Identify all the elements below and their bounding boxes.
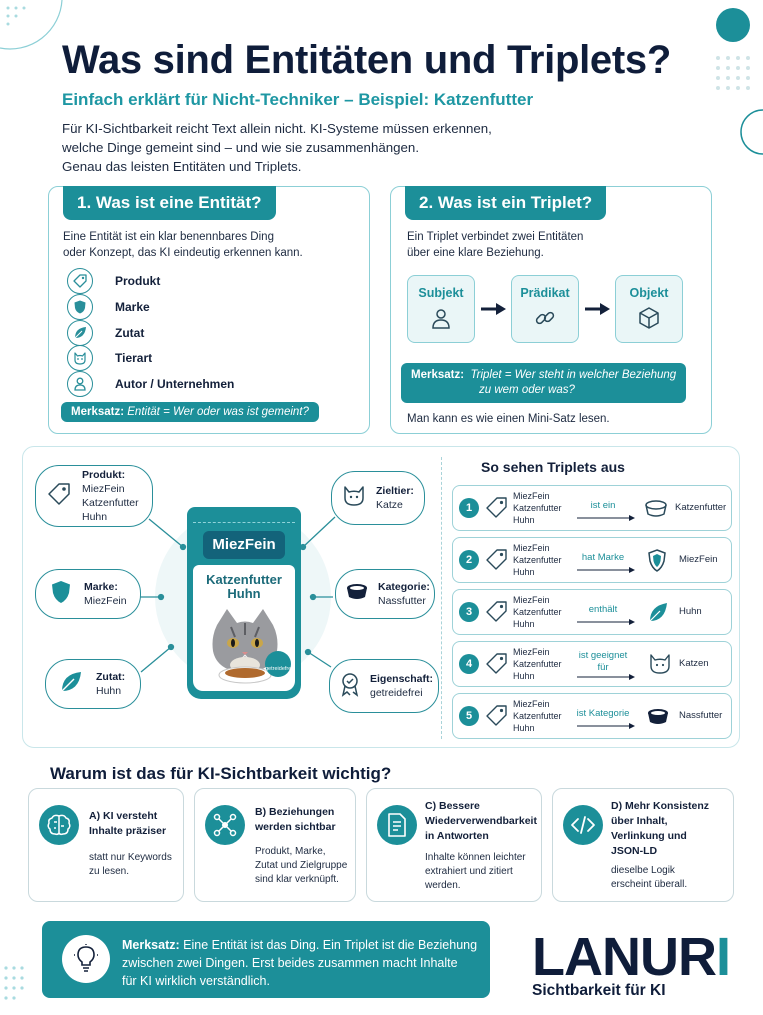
bubble-label: Kategorie:	[378, 581, 430, 593]
why-card-title	[425, 799, 537, 844]
cat-icon	[342, 484, 366, 513]
bowl-icon	[645, 707, 671, 727]
predicate-line: enthält	[588, 604, 618, 615]
tag-icon	[485, 496, 509, 520]
intro-text	[62, 119, 582, 176]
entity-item-label: Tierart	[115, 351, 153, 365]
shield-icon	[67, 294, 93, 320]
tag-icon	[46, 481, 72, 512]
tag-icon	[485, 548, 509, 572]
triplet-object: Katzenfutter	[675, 502, 727, 513]
entity-item-tierart	[67, 346, 152, 370]
predicate-line: hat Marke	[581, 552, 625, 563]
triplet-object: Huhn	[679, 606, 702, 617]
text-line: extrahiert und zitiert	[425, 866, 513, 877]
title-line: D) Mehr Konsistenz	[611, 800, 710, 812]
bottom-line: zwischen zwei Dingen. Erst beides zusammen macht Inhalte	[122, 956, 458, 970]
entity-item-label: Marke	[115, 300, 150, 314]
entity-heading: 1. Was ist eine Entität?	[63, 186, 276, 220]
leaf-icon	[647, 601, 669, 623]
arrow-icon	[577, 566, 637, 574]
logo-word-accent: I	[715, 927, 730, 987]
cat-icon	[67, 345, 93, 371]
bubble-zieltier	[331, 471, 425, 525]
corner-decoration	[0, 0, 70, 60]
arrow-icon	[584, 301, 612, 317]
bubble-label: Eigenschaft:	[370, 673, 434, 685]
title-line: Wiederverwendbarkeit	[425, 815, 537, 827]
title-line: A) KI versteht	[89, 810, 158, 822]
why-card-title	[255, 805, 336, 835]
arrow-icon	[577, 673, 637, 681]
pouch-label	[193, 565, 295, 691]
bubble-label: Marke:	[84, 581, 118, 593]
entity-card	[48, 186, 370, 434]
object-box	[615, 275, 683, 343]
entity-item-produkt	[67, 269, 160, 293]
why-card-text	[611, 864, 687, 892]
arrow-icon	[577, 618, 637, 626]
predicate-label: Prädikat	[520, 286, 570, 300]
why-card-d	[552, 788, 734, 902]
bottom-merksatz	[42, 921, 490, 998]
bubble-text	[376, 484, 414, 512]
bottom-line: für KI wirklich verständlich.	[122, 974, 270, 988]
subject-line: Huhn	[513, 671, 535, 681]
entity-description	[63, 229, 303, 261]
triplet-object: Nassfutter	[679, 710, 723, 721]
entity-merksatz	[61, 402, 319, 422]
subject-line: MiezFein	[513, 543, 550, 553]
merksatz-label: Merksatz:	[71, 406, 125, 418]
triplet-row	[452, 537, 732, 583]
bubble-label: Zieltier:	[376, 485, 414, 497]
triplet-predicate	[573, 650, 633, 674]
triplet-row	[452, 641, 732, 687]
pouch-seal	[193, 513, 295, 523]
merksatz-text: Triplet = Wer steht in welcher Beziehung	[470, 369, 677, 381]
title-line: über Inhalt,	[611, 815, 668, 827]
triplet-object: MiezFein	[679, 554, 718, 565]
subject-line: Huhn	[513, 619, 535, 629]
triplet-row	[452, 693, 732, 739]
brain-icon	[39, 805, 79, 845]
why-card-title	[611, 799, 709, 859]
bubble-eigenschaft	[329, 659, 439, 713]
bowl-icon	[643, 499, 669, 519]
bubble-text	[82, 468, 139, 524]
intro-line: Für KI-Sichtbarkeit reicht Text allein nicht. KI-Systeme müssen erkennen,	[62, 121, 492, 136]
bubble-value: MiezFein	[84, 595, 127, 607]
entity-item-label: Autor / Unternehmen	[115, 377, 235, 391]
entity-item-marke	[67, 295, 150, 319]
text-line: Produkt, Marke,	[255, 846, 326, 857]
title-line: C) Bessere	[425, 800, 480, 812]
title-line: werden sichtbar	[255, 821, 336, 833]
intro-line: welche Dinge gemeint sind – und wie sie zusammenhängen.	[62, 140, 420, 155]
subject-line: Katzenfutter	[513, 503, 562, 513]
text-line: werden.	[425, 880, 461, 891]
subject-line: Katzenfutter	[513, 659, 562, 669]
why-card-b	[194, 788, 356, 902]
title-line: B) Beziehungen	[255, 806, 335, 818]
corner-decoration	[700, 0, 763, 170]
triplet-row	[452, 589, 732, 635]
bubble-label: Zutat:	[96, 671, 126, 683]
entity-item-zutat	[67, 321, 144, 345]
code-icon	[563, 805, 603, 845]
triplets-heading: So sehen Triplets aus	[481, 459, 625, 475]
leaf-icon	[58, 669, 84, 700]
leaf-icon	[67, 320, 93, 346]
logo-wordmark	[532, 927, 732, 987]
subject-box	[407, 275, 475, 343]
why-card-text	[255, 845, 347, 887]
tag-icon	[485, 600, 509, 624]
subject-line: Katzenfutter	[513, 607, 562, 617]
logo-tagline: Sichtbarkeit für KI	[532, 982, 666, 999]
product-name-line: Huhn	[227, 586, 261, 601]
title-line: JSON-LD	[611, 845, 658, 857]
subject-line: MiezFein	[513, 491, 550, 501]
predicate-line: für	[597, 662, 609, 673]
bubble-zutat	[45, 659, 141, 709]
bubble-value: MiezFein	[82, 483, 125, 495]
triplet-predicate	[573, 552, 633, 564]
text-line: sind klar verknüpft.	[255, 874, 339, 885]
triplet-footnote: Man kann es wie einen Mini-Satz lesen.	[407, 413, 610, 425]
subject-line: Katzenfutter	[513, 555, 562, 565]
why-card-text	[425, 851, 526, 893]
product-pouch	[187, 507, 301, 699]
text-line: Inhalte können leichter	[425, 852, 526, 863]
bottom-text	[122, 936, 477, 990]
lightbulb-icon	[62, 935, 110, 983]
why-card-c	[366, 788, 542, 902]
title-line: in Antworten	[425, 830, 489, 842]
subject-line: MiezFein	[513, 699, 550, 709]
cat-icon	[649, 653, 671, 675]
bottom-line: Eine Entität ist das Ding. Ein Triplet ist die Beziehung	[179, 938, 478, 952]
triplet-predicate	[573, 708, 633, 720]
title-line: Inhalte präziser	[89, 825, 167, 837]
triplet-object: Katzen	[679, 658, 709, 669]
bubble-label: Produkt:	[82, 469, 126, 481]
logo-word-main: LANUR	[532, 927, 716, 987]
tag-icon	[485, 652, 509, 676]
cube-icon	[616, 306, 682, 330]
entity-description-line: oder Konzept, das KI eindeutig erkennen kann.	[63, 247, 303, 259]
bubble-text	[378, 580, 430, 608]
predicate-line: ist geeignet	[578, 650, 628, 661]
triplet-subject	[513, 542, 562, 578]
text-line: Zutat und Zielgruppe	[255, 860, 348, 871]
badge-text: getreidefrei	[265, 666, 293, 672]
triplet-subject	[513, 698, 562, 734]
bubble-value: Huhn	[96, 685, 122, 697]
predicate-line: ist ein	[590, 500, 616, 511]
product-name-line: Katzenfutter	[206, 572, 282, 587]
text-line: zu lesen.	[89, 866, 130, 877]
title-line: Verlinkung und	[611, 830, 687, 842]
bubble-kategorie	[335, 569, 435, 619]
tag-icon	[485, 704, 509, 728]
bubble-produkt	[35, 465, 153, 527]
product-name	[193, 573, 295, 601]
subject-line: Huhn	[513, 723, 535, 733]
entity-item-autor	[67, 372, 234, 396]
why-card-a	[28, 788, 184, 902]
link-icon	[512, 306, 578, 330]
triplet-description-line: Ein Triplet verbindet zwei Entitäten	[407, 231, 584, 243]
arrow-icon	[577, 514, 637, 522]
person-icon	[408, 306, 474, 330]
bubble-value: getreidefrei	[370, 687, 423, 699]
bubble-text	[84, 580, 127, 608]
triplet-description	[407, 229, 583, 261]
entity-item-label: Zutat	[115, 326, 145, 340]
document-icon	[377, 805, 417, 845]
subject-label: Subjekt	[418, 286, 464, 300]
page-title: Was sind Entitäten und Triplets?	[62, 38, 671, 82]
shield-icon	[48, 579, 74, 610]
bubble-value: Huhn	[82, 511, 108, 523]
arrow-icon	[480, 301, 508, 317]
bowl-icon	[344, 582, 370, 607]
entity-item-label: Produkt	[115, 274, 161, 288]
bubble-value: Katzenfutter	[82, 497, 139, 509]
tag-icon	[67, 268, 93, 294]
triplet-card	[390, 186, 712, 434]
bubble-value: Nassfutter	[378, 595, 426, 607]
triplet-number: 1	[459, 498, 479, 518]
triplet-number: 3	[459, 602, 479, 622]
subject-line: Huhn	[513, 567, 535, 577]
person-icon	[67, 371, 93, 397]
bubble-marke	[35, 569, 141, 619]
triplet-subject	[513, 646, 562, 682]
triplet-merksatz	[401, 363, 686, 403]
bubble-text	[96, 670, 125, 698]
triplet-row	[452, 485, 732, 531]
subject-line: Katzenfutter	[513, 711, 562, 721]
triplet-subject	[513, 490, 562, 526]
triplet-heading: 2. Was ist ein Triplet?	[405, 186, 606, 220]
triplet-number: 2	[459, 550, 479, 570]
text-line: erscheint überall.	[611, 879, 688, 890]
badge-icon	[338, 671, 362, 702]
subject-line: Huhn	[513, 515, 535, 525]
object-label: Objekt	[629, 286, 669, 300]
panel-divider	[441, 457, 442, 739]
arrow-icon	[577, 722, 637, 730]
bottom-label: Merksatz:	[122, 938, 180, 952]
intro-line: Genau das leisten Entitäten und Triplets.	[62, 159, 302, 174]
predicate-line: ist Kategorie	[576, 708, 630, 719]
merksatz-text: Entität = Wer oder was ist gemeint?	[127, 406, 309, 418]
shield-icon	[647, 549, 667, 573]
triplet-predicate	[573, 604, 633, 616]
predicate-box	[511, 275, 579, 343]
why-heading: Warum ist das für KI-Sichtbarkeit wichtig?	[50, 764, 392, 783]
triplet-subject	[513, 594, 562, 630]
bubble-text	[370, 672, 433, 700]
lanuri-logo	[532, 927, 732, 1000]
grain-free-badge	[265, 651, 291, 677]
triplet-predicate	[573, 500, 633, 512]
triplet-description-line: über eine klare Beziehung.	[407, 247, 544, 259]
text-line: dieselbe Logik	[611, 865, 675, 876]
triplet-number: 5	[459, 706, 479, 726]
why-card-title	[89, 809, 166, 839]
subject-line: MiezFein	[513, 595, 550, 605]
entity-description-line: Eine Entität ist ein klar benennbares Ding	[63, 231, 274, 243]
product-brand: MiezFein	[203, 531, 285, 559]
subject-line: MiezFein	[513, 647, 550, 657]
merksatz-text: zu wem oder was?	[479, 384, 575, 396]
network-icon	[205, 805, 245, 845]
why-card-text	[89, 851, 172, 879]
triplet-number: 4	[459, 654, 479, 674]
bubble-value: Katze	[376, 499, 403, 511]
merksatz-label: Merksatz:	[411, 369, 465, 381]
page-subtitle: Einfach erklärt für Nicht-Techniker – Beispiel: Katzenfutter	[62, 90, 534, 109]
text-line: statt nur Keywords	[89, 852, 172, 863]
